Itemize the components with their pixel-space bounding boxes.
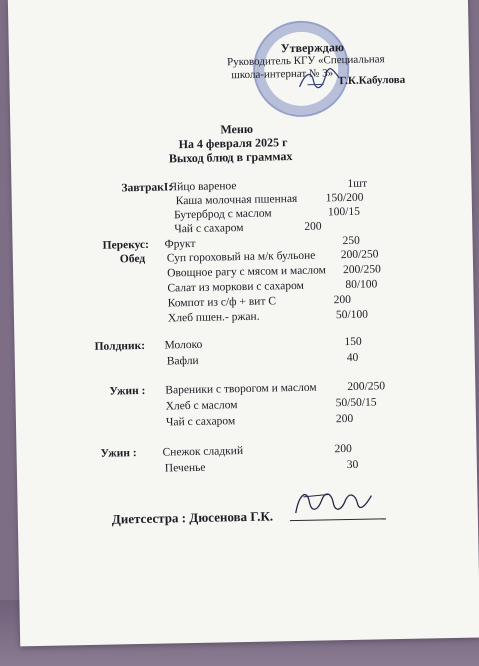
afternoon-item-name: Молоко — [164, 338, 203, 352]
lunch-item-name: Суп гороховый на м/к бульоне — [166, 249, 316, 265]
dinner-item-amount: 50/50/15 — [335, 396, 377, 410]
lunch-item-amount: 50/100 — [335, 308, 369, 322]
lunch-label: Обед — [119, 252, 146, 266]
afternoon-label: Полдник: — [94, 339, 146, 353]
snack-item-name: Фрукт — [164, 237, 196, 251]
lunch-item-name: Овощное рагу с мясом и маслом — [167, 264, 327, 280]
snack-label: Перекус: — [102, 238, 150, 252]
dinner-item-name: Вареники с творогом и маслом — [165, 381, 317, 397]
dietitian-signature — [289, 481, 386, 523]
lunch-item-name: Салат из моркови с сахаром — [167, 279, 304, 295]
dinner-item-name: Чай с сахаром — [165, 415, 236, 429]
afternoon-item-amount: 150 — [344, 335, 362, 349]
dinner2-item-name: Снежок сладкий — [162, 445, 244, 459]
menu-subtitle: Выход блюд в граммах — [168, 149, 293, 166]
dinner-label: Ужин : — [109, 384, 146, 398]
approval-title: Утверждаю — [280, 40, 345, 56]
breakfast-label: ЗавтракI: — [121, 181, 173, 195]
dinner-item-amount: 200/250 — [347, 380, 386, 394]
director-signature — [295, 66, 344, 95]
dinner2-item-amount: 200 — [334, 442, 352, 456]
approval-director: Г.К.Кабулова — [339, 73, 406, 88]
dinner2-label: Ужин : — [100, 447, 137, 460]
lunch-item-name: Компот из с/ф + вит С — [167, 295, 277, 310]
dietitian-name: Диетсестра : Дюсенова Г.К. — [111, 508, 274, 527]
breakfast-item-amount: 100/15 — [327, 205, 361, 219]
breakfast-item-name: Каша молочная пшенная — [175, 192, 298, 208]
approval-line-2: школа-интернат № 3» — [231, 67, 334, 82]
breakfast-item-amount: 150/200 — [325, 191, 364, 205]
dinner2-item-name: Печенье — [164, 461, 206, 475]
snack-item-amount: 250 — [342, 234, 360, 248]
menu-document — [8, 0, 479, 646]
breakfast-item-name: Бутерброд с маслом — [173, 207, 272, 222]
dinner2-item-amount: 30 — [346, 458, 359, 472]
afternoon-item-name: Вафли — [166, 354, 199, 368]
dinner-item-name: Хлеб с маслом — [165, 399, 238, 413]
menu-title: Меню — [220, 121, 254, 137]
lunch-item-amount: 200 — [333, 293, 352, 307]
breakfast-item-name: Чай с сахаром — [174, 221, 244, 236]
breakfast-item-amount: 200 — [304, 220, 322, 233]
breakfast-item-amount: 1шт — [347, 177, 368, 190]
lunch-item-amount: 200/250 — [340, 248, 379, 262]
afternoon-item-amount: 40 — [346, 351, 359, 365]
breakfast-item-name: Яйцо вареное — [169, 180, 237, 194]
menu-date: На 4 февраля 2025 г — [178, 135, 288, 152]
lunch-item-amount: 200/250 — [342, 263, 381, 277]
lunch-item-amount: 80/100 — [345, 278, 378, 292]
lunch-item-name: Хлеб пшен.- ржан. — [167, 310, 260, 325]
dinner-item-amount: 200 — [335, 412, 354, 426]
approval-line-1: Руководитель КГУ «Специальная — [226, 53, 385, 69]
